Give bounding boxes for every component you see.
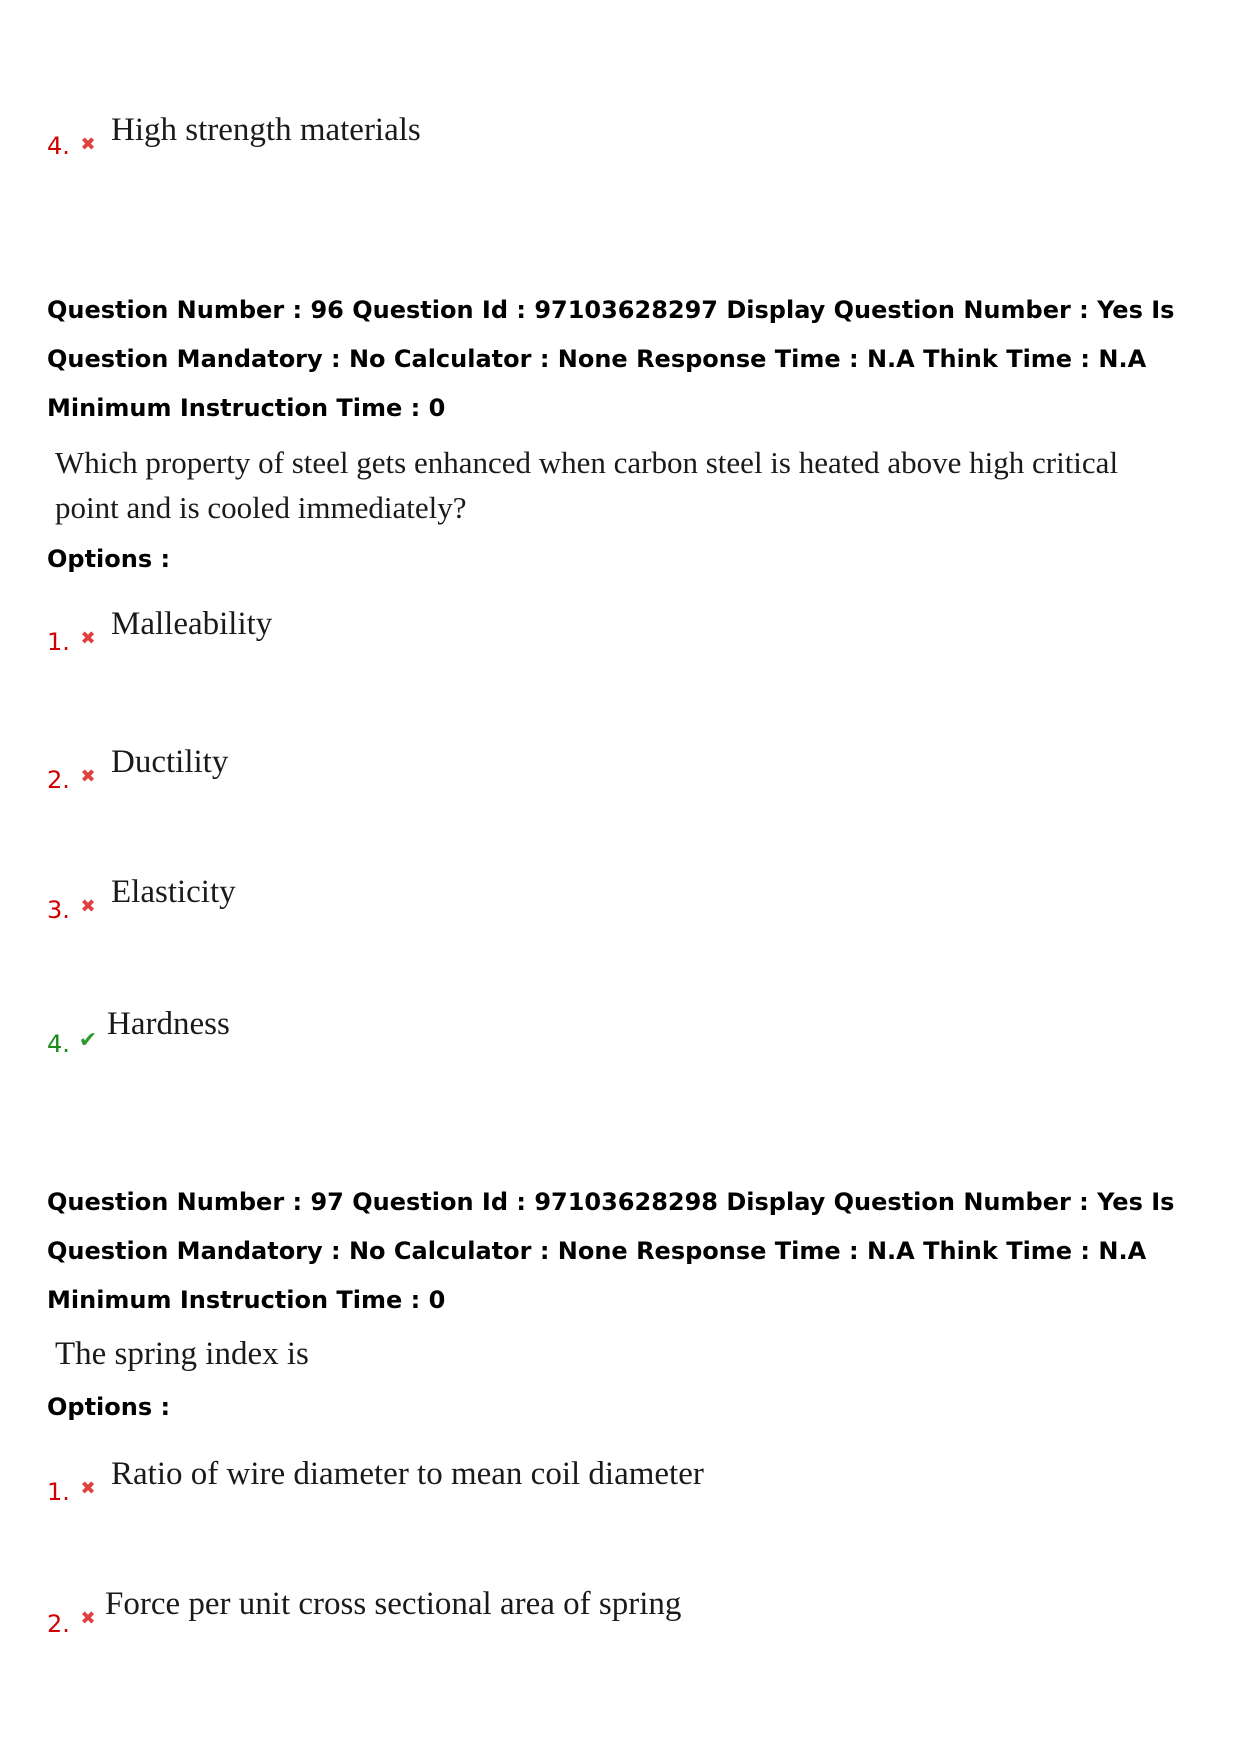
question-text-line: Which property of steel gets enhanced when carbon steel is heated above high critical: [55, 445, 1119, 480]
cross-icon: ✖: [80, 896, 96, 917]
cross-icon: ✖: [80, 1478, 96, 1499]
question-text: [55, 1332, 309, 1377]
cross-icon: ✖: [80, 1608, 96, 1629]
cross-icon: ✖: [80, 134, 96, 155]
option-row: [47, 1006, 230, 1058]
cross-icon: ✖: [80, 766, 96, 787]
options-label: Options :: [47, 1393, 171, 1421]
option-row: [47, 606, 272, 656]
option-number: 1.: [47, 628, 70, 656]
option-text: Ductility: [111, 744, 229, 780]
question-text: [55, 440, 1118, 530]
cross-icon: ✖: [80, 628, 96, 649]
option-row: [47, 744, 228, 794]
option-number: 4.: [47, 132, 70, 160]
option-text: Malleability: [111, 606, 273, 642]
option-number: 3.: [47, 896, 70, 924]
option-number: 2.: [47, 766, 70, 794]
option-row: [47, 112, 421, 160]
option-text: Force per unit cross sectional area of spring: [105, 1586, 682, 1622]
option-text: Hardness: [107, 1006, 230, 1042]
check-icon: ✔: [78, 1028, 98, 1053]
option-number: 1.: [47, 1478, 70, 1506]
options-label: Options :: [47, 545, 171, 573]
option-number: 2.: [47, 1610, 70, 1638]
option-row: [47, 1456, 704, 1506]
question-text-line: The spring index is: [55, 1336, 309, 1372]
option-row: [47, 1586, 681, 1638]
option-row: [47, 874, 236, 924]
option-number: 4.: [47, 1030, 70, 1058]
option-text: Ratio of wire diameter to mean coil diameter: [111, 1456, 704, 1492]
question-text-line: point and is cooled immediately?: [55, 490, 467, 525]
option-text: Elasticity: [111, 874, 236, 910]
option-text: High strength materials: [111, 112, 421, 148]
question-meta: Question Number : 96 Question Id : 97103628297 Display Question Number : Yes Is Question Mandatory : No Calculator : None Response Time : N.A Think Time : N.A Minimum Instruction Time : 0: [47, 296, 1175, 422]
question-meta: Question Number : 97 Question Id : 97103628298 Display Question Number : Yes Is Question Mandatory : No Calculator : None Response Time : N.A Think Time : N.A Minimum Instruction Time : 0: [47, 1188, 1175, 1314]
